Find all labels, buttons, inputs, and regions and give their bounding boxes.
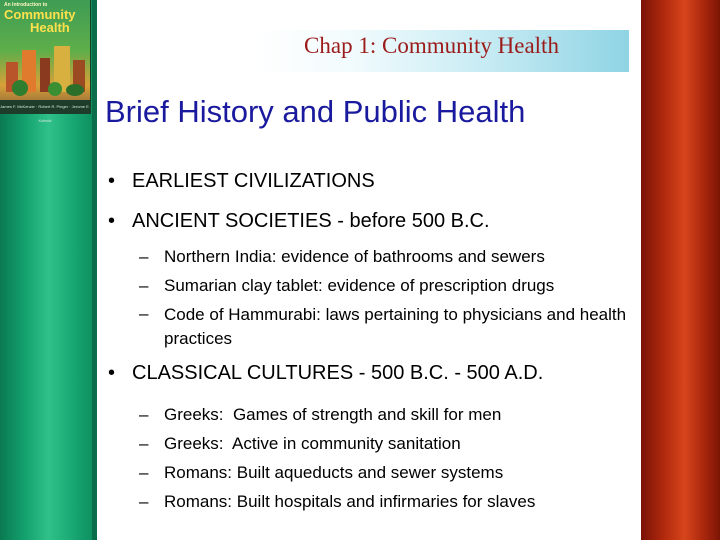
sub-bullet-item — [108, 400, 638, 429]
bullet-marker: • — [108, 362, 116, 384]
bullet-marker: • — [108, 170, 116, 192]
sub-bullet-text: Romans: Built hospitals and infirmaries for slaves — [164, 492, 536, 511]
sub-bullet-item — [108, 300, 638, 354]
dash-marker: – — [139, 492, 149, 511]
sub-bullet-text: Romans: Built aqueducts and sewer systems — [164, 463, 504, 482]
cover-title-small: An Introduction to — [4, 2, 48, 8]
bullet-label: CLASSICAL CULTURES - 500 B.C. - 500 A.D. — [132, 362, 544, 384]
slide-title: Brief History and Public Health — [105, 94, 526, 129]
sub-bullet-text: Greeks: Active in community sanitation — [164, 434, 461, 453]
dash-marker: – — [139, 247, 149, 266]
bullet-item — [108, 356, 638, 390]
dash-marker: – — [139, 276, 149, 295]
left-bar-edge — [92, 0, 97, 540]
cover-tree — [66, 84, 84, 96]
dash-marker: – — [139, 405, 149, 424]
cover-authors: James F. McKenzie · Robert R. Pinger · Jerome E. Kotecki — [0, 100, 90, 114]
cover-title — [4, 3, 88, 34]
sub-bullet-item — [108, 271, 638, 300]
sub-bullet-text: Northern India: evidence of bathrooms and sewers — [164, 247, 545, 266]
bullet-item — [108, 164, 638, 198]
sub-bullet-item — [108, 487, 638, 516]
right-decorative-bar — [641, 0, 720, 540]
cover-tree — [48, 82, 62, 96]
sub-bullet-item — [108, 242, 638, 271]
bullet-marker: • — [108, 210, 116, 232]
chapter-header: Chap 1: Community Health — [304, 33, 559, 58]
sub-bullet-text: Greeks: Games of strength and skill for men — [164, 405, 502, 424]
book-cover-image — [0, 0, 91, 123]
cover-title-line2: Health — [30, 20, 70, 35]
cover-tree — [12, 80, 28, 96]
dash-marker: – — [139, 434, 149, 453]
bullet-label: EARLIEST CIVILIZATIONS — [132, 170, 375, 192]
bullet-item — [108, 204, 638, 238]
sub-bullet-text: Code of Hammurabi: laws pertaining to physicians and health practices — [164, 305, 627, 348]
sub-bullet-text: Sumarian clay tablet: evidence of prescription drugs — [164, 276, 555, 295]
dash-marker: – — [139, 304, 149, 323]
sub-bullet-item — [108, 458, 638, 487]
dash-marker: – — [139, 463, 149, 482]
sub-bullet-item — [108, 429, 638, 458]
bullet-label: ANCIENT SOCIETIES - before 500 B.C. — [132, 210, 490, 232]
cover-title-line1: Community — [4, 7, 76, 22]
slide-body — [108, 164, 638, 516]
